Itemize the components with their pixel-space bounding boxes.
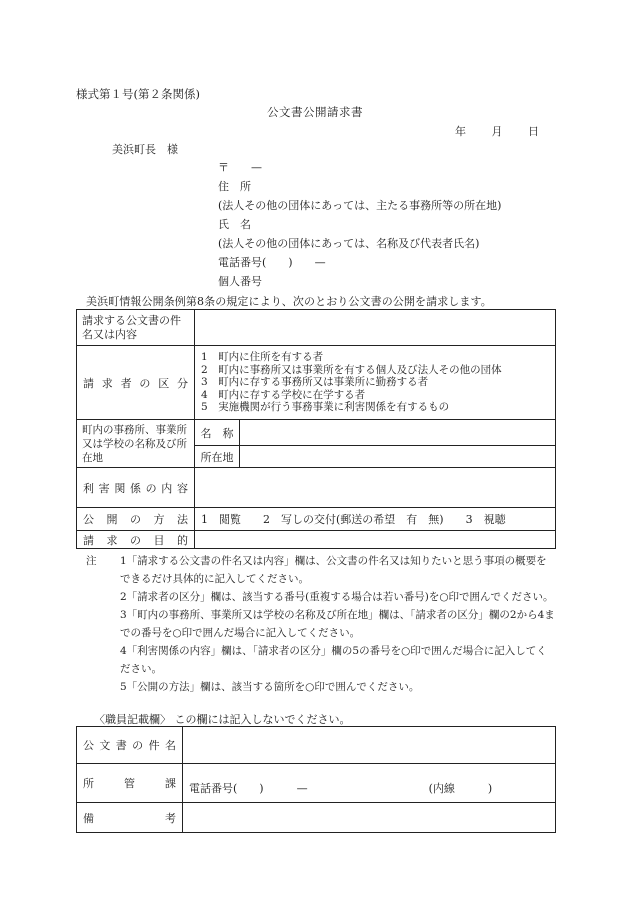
note-item: 1「請求する公文書の件名又は内容」欄は、公文書の件名又は知りたいと思う事項の概要をできるだけ具体的に記入してください。	[120, 555, 547, 585]
staff-phone-field[interactable]: 電話番号( ) — (内線 )	[183, 764, 556, 803]
name-note: (法人その他の団体にあっては、名称及び代表者氏名)	[218, 237, 480, 250]
office-name-label: 名 称	[195, 420, 240, 446]
staff-remarks-value[interactable]	[183, 803, 556, 833]
doc-name-label-cell	[77, 310, 195, 346]
requester-option: 4 町内に存する学校に在学する者	[201, 388, 366, 401]
requester-option: 3 町内に存する事務所又は事業所に勤務する者	[201, 376, 429, 389]
notes-marker: 注	[86, 555, 97, 567]
office-label-cell	[77, 420, 195, 468]
staff-dept-label: 所 管 課	[83, 777, 176, 790]
notes-list	[112, 552, 556, 696]
phone-field: 電話番号( ) —	[218, 256, 326, 269]
staff-section-label: 〈職員記載欄〉 この欄には記入しないでください。	[94, 713, 351, 726]
office-address-value[interactable]	[240, 446, 556, 468]
address-label: 住 所	[218, 180, 251, 193]
office-name-value[interactable]	[240, 420, 556, 446]
staff-remarks-label-cell	[77, 803, 183, 833]
office-label: 町内の事務所、事業所又は学校の名称及び所在地	[82, 423, 187, 464]
requester-option: 1 町内に住所を有する者	[201, 351, 324, 364]
doc-name-label: 請求する公文書の件名又は内容	[82, 313, 181, 341]
requester-label-cell	[77, 346, 195, 420]
intro-text: 美浜町情報公開条例第8条の規定により、次のとおり公文書の公開を請求します。	[86, 295, 492, 308]
staff-doc-name-label-cell	[77, 727, 183, 764]
interest-value-cell[interactable]	[195, 468, 556, 508]
method-options[interactable]: 1 閲覧 2 写しの交付(郵送の希望 有 無) 3 視聴	[195, 508, 556, 531]
note-item: 2「請求者の区分」欄は、該当する番号(重複する場合は若い番号)を○印で囲んでください。	[120, 591, 554, 603]
purpose-label-cell	[77, 531, 195, 549]
doc-name-value-cell[interactable]	[195, 310, 556, 346]
personal-number-label: 個人番号	[218, 275, 262, 288]
name-label: 氏 名	[218, 218, 251, 231]
document-title: 公文書公開請求書	[267, 105, 363, 119]
staff-dept-label-cell	[77, 764, 183, 803]
note-item: 4「利害関係の内容」欄は、「請求者の区分」欄の5の番号を○印で囲んだ場合に記入してください。	[120, 645, 547, 675]
staff-doc-name-value[interactable]	[183, 727, 556, 764]
form-number: 様式第１号(第２条関係)	[76, 87, 200, 101]
purpose-label: 請 求 の 目 的	[83, 533, 188, 547]
note-item: 3「町内の事務所、事業所又は学校の名称及び所在地」欄は、「請求者の区分」欄の2から4までの番号を○印で囲んだ場合に記入してください。	[120, 609, 555, 639]
note-item: 5「公開の方法」欄は、該当する箇所を○印で囲んでください。	[120, 681, 420, 693]
requester-option: 5 実施機関が行う事務事業に利害関係を有するもの	[201, 401, 450, 414]
staff-remarks-label: 備 考	[83, 811, 176, 825]
interest-label-cell	[77, 468, 195, 508]
request-table	[76, 309, 556, 549]
date-field: 年 月 日	[455, 125, 539, 138]
staff-table	[76, 726, 556, 833]
method-label: 公 開 の 方 法	[83, 513, 188, 526]
office-address-label: 所在地	[195, 446, 240, 468]
purpose-value-cell[interactable]	[195, 531, 556, 549]
requester-option: 2 町内に事務所又は事業所を有する個人及び法人その他の団体	[201, 363, 502, 376]
postal-code-field: 〒 —	[218, 161, 262, 174]
address-note: (法人その他の団体にあっては、主たる事務所等の所在地)	[218, 199, 502, 212]
requester-options-cell[interactable]	[195, 346, 556, 420]
interest-label: 利 害 関 係 の 内 容	[83, 481, 188, 495]
requester-options	[195, 349, 555, 416]
addressee: 美浜町長 様	[112, 143, 178, 156]
method-label-cell	[77, 508, 195, 531]
requester-label: 請 求 者 の 区 分	[83, 376, 188, 390]
staff-doc-name-label: 公 文 書 の 件 名	[83, 739, 176, 752]
